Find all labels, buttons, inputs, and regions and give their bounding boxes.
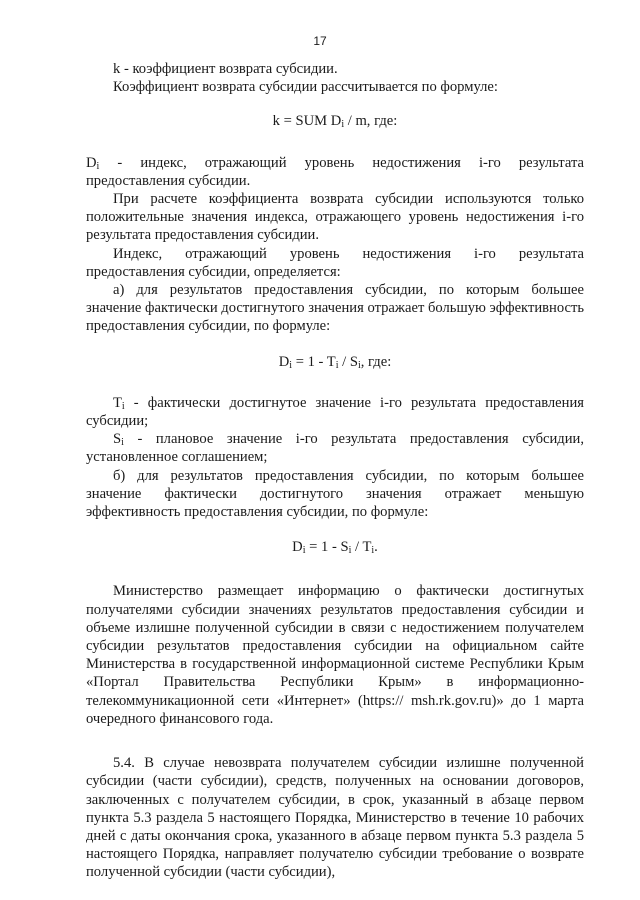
formula-k: [86, 112, 584, 130]
definition-text: - индекс, отражающий уровень недостижения i-го результата предоставления субсидии.: [86, 154, 584, 189]
subscript: i: [357, 359, 361, 371]
formula-part: , где:: [360, 353, 392, 370]
paragraph-positive-values: При расчете коэффициента возврата субсидии используются только положительные значения индекса, отражающего уровень недостижения i-го результата предоставления субсидии.: [86, 191, 584, 244]
paragraph-section-5-4: 5.4. В случае невозврата получателем субсидии излишне полученной субсидии (части субсидии), средств, полученных на основании договоров, заключенных с получателем субсидии, в срок, указанный в абзаце первом пункта 5.3 раздела 5 настоящего Порядка, Министерство в течение 10 рабочих дней с даты окончания срока, указанного в абзаце первом пункта 5.3 раздела 5 настоящего Порядка, направляет получателю субсидии требование о возврате полученной субсидии (части субсидии),: [86, 755, 584, 881]
formula-part: D: [292, 539, 303, 556]
formula-k-part: k = SUM D: [272, 113, 342, 130]
spacer: [86, 521, 584, 538]
formula-part: D: [278, 353, 290, 370]
paragraph-k-definition: k - коэффициент возврата субсидии.: [113, 61, 338, 77]
formula-part: = 1 - T: [292, 353, 336, 370]
formula-k-part: / m, где:: [344, 113, 398, 130]
definition-text: - плановое значение i-го результата предоставления субсидии, установленное соглашением;: [86, 431, 584, 466]
formula-part: / S: [338, 353, 358, 370]
formula-part: / T: [351, 539, 372, 556]
spacer: [86, 96, 584, 112]
formula-di-b: [86, 538, 584, 556]
subscript: i: [96, 160, 100, 172]
subscript: i: [348, 545, 352, 557]
definition-text: - фактически достигнутое значение i-го результата предоставления субсидии;: [86, 394, 584, 430]
subscript: i: [289, 359, 293, 371]
paragraph-formula-intro: Коэффициент возврата субсидии рассчитывается по формуле:: [113, 79, 498, 96]
paragraph-case-b: б) для результатов предоставления субсидии, по которым большее значение фактически достигнутого значения отражает меньшую эффективность предоставления субсидии, по формуле:: [86, 467, 584, 521]
formula-part: = 1 - S: [305, 539, 349, 556]
subscript: i: [121, 400, 125, 412]
spacer: [86, 728, 584, 754]
spacer: [86, 336, 584, 353]
subscript: i: [341, 119, 345, 131]
paragraph-di-definition: [86, 154, 584, 190]
subscript: i: [371, 545, 375, 557]
subscript: i: [302, 545, 306, 557]
symbol: S: [113, 431, 122, 448]
paragraph-ti-definition: [86, 394, 584, 430]
symbol: T: [113, 394, 122, 411]
paragraph-ministry-publishes: Министерство размещает информацию о фактически достигнутых получателями субсидии значениях результатов предоставления субсидии и объеме излишне полученной субсидии в связи с недостижением получателем субсидии результатов предоставления субсидии на официальном сайте Министерства в государственной информационной системе Республики Крым «Портал Правительства Республики Крым» в информационно-телекоммуникационной сети «Интернет» (https:// msh.rk.gov.ru)» до 1 марта очередного финансового года.: [86, 583, 584, 727]
paragraph-case-a: а) для результатов предоставления субсидии, по которым большее значение фактически достигнутого значения отражает большую эффективность предоставления субсидии, по формуле:: [86, 282, 584, 335]
paragraph-index-determined: Индекс, отражающий уровень недостижения i-го результата предоставления субсидии, определяется:: [86, 245, 584, 280]
spacer: [86, 131, 584, 154]
spacer: [86, 371, 584, 394]
paragraph-si-definition: [86, 430, 584, 466]
document-body: [86, 60, 584, 882]
formula-part: .: [374, 539, 378, 556]
subscript: i: [121, 437, 124, 449]
page-number: 17: [313, 34, 327, 48]
symbol: D: [86, 154, 97, 171]
subscript: i: [335, 359, 339, 371]
spacer: [86, 556, 584, 582]
formula-di-a: [86, 353, 584, 371]
